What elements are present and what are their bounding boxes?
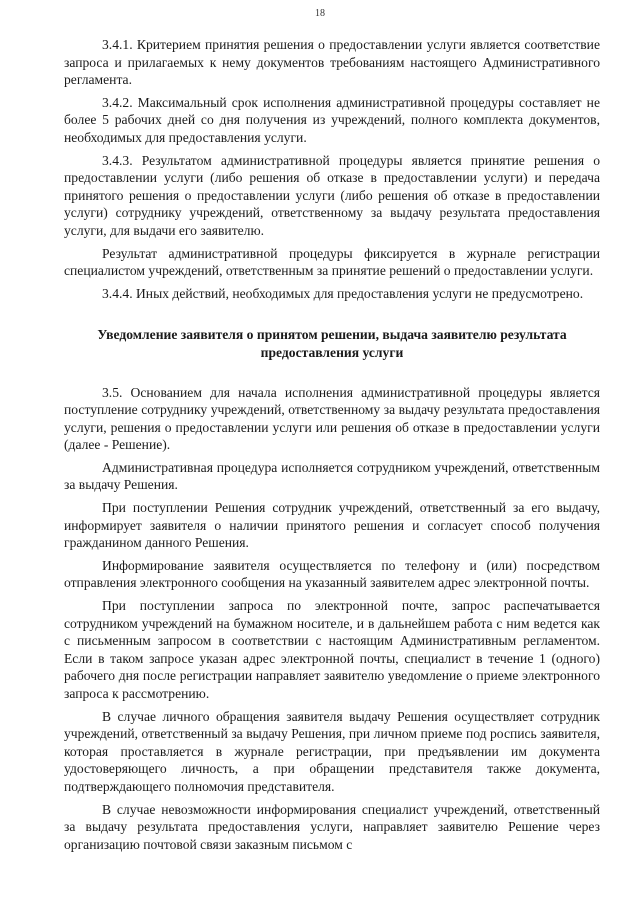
paragraph-procedure-executor: Административная процедура исполняется сотрудником учреждений, ответственным за выдачу Решения. <box>64 459 600 493</box>
document-body <box>64 36 600 853</box>
paragraph-decision-receipt: При поступлении Решения сотрудник учреждений, ответственный за его выдачу, информирует заявителя о наличии принятого решения и согласует способ получения гражданином данного Решения. <box>64 500 600 551</box>
paragraph-informing: Информирование заявителя осуществляется по телефону и (или) посредством отправления электронного сообщения на указанный заявителем адрес электронной почты. <box>64 557 600 591</box>
paragraph-result-registration: Результат административной процедуры фиксируется в журнале регистрации специалистом учреждений, ответственным за принятие решений о предоставлении услуги. <box>64 245 600 279</box>
paragraph-email-request: При поступлении запроса по электронной почте, запрос распечатывается сотрудником учреждений на бумажном носителе, и в дальнейшем работа с ним ведется как с письменным запросом в соответствии с настоящим Административным регламентом. Если в таком запросе указан адрес электронной почты, специалист в течение 1 (одного) рабочего дня после регистрации направляет заявителю уведомление о приеме электронного запроса к рассмотрению. <box>64 598 600 701</box>
paragraph-postal-delivery: В случае невозможности информирования специалист учреждений, ответственный за выдачу результата предоставления услуги, направляет заявителю Решение через организацию почтовой связи заказным письмом с <box>64 801 600 852</box>
paragraph-3-4-1: 3.4.1. Критерием принятия решения о предоставлении услуги является соответствие запроса и прилагаемых к нему документов требованиям настоящего Административного регламента. <box>64 37 600 88</box>
paragraph-3-5: 3.5. Основанием для начала исполнения административной процедуры является поступление сотруднику учреждений, ответственному за выдачу результата предоставления услуги, решения о предоставлении услуги или решения об отказе в предоставлении услуги (далее - Решение). <box>64 384 600 453</box>
paragraph-3-4-4: 3.4.4. Иных действий, необходимых для предоставления услуги не предусмотрено. <box>102 285 584 301</box>
paragraph-personal-visit: В случае личного обращения заявителя выдачу Решения осуществляет сотрудник учреждений, ответственный за выдачу Решения, при личном приеме под роспись заявителя, которая проставляется в журнале регистрации, при предъявлении им документа удостоверяющего личность, а при обращении представителя также документа, подтверждающего полномочия представителя. <box>64 708 600 794</box>
paragraph-3-4-3: 3.4.3. Результатом административной процедуры является принятие решения о предоставлении услуги (либо решения об отказе в предоставлении услуги) и передача принятого решения о предоставлении услуги (либо решения об отказе в предоставлении услуги) сотруднику учреждений, ответственному за выдачу результата предоставления услуги, для выдачи его заявителю. <box>64 152 600 238</box>
paragraph-3-4-2: 3.4.2. Максимальный срок исполнения административной процедуры составляет не более 5 рабочих дней со дня получения из учреждений, полного комплекта документов, необходимых для предоставления услуги. <box>64 94 600 145</box>
page-number: 18 <box>315 8 325 19</box>
section-heading: Уведомление заявителя о принятом решении, выдача заявителю результата предоставления услуги <box>97 327 567 360</box>
